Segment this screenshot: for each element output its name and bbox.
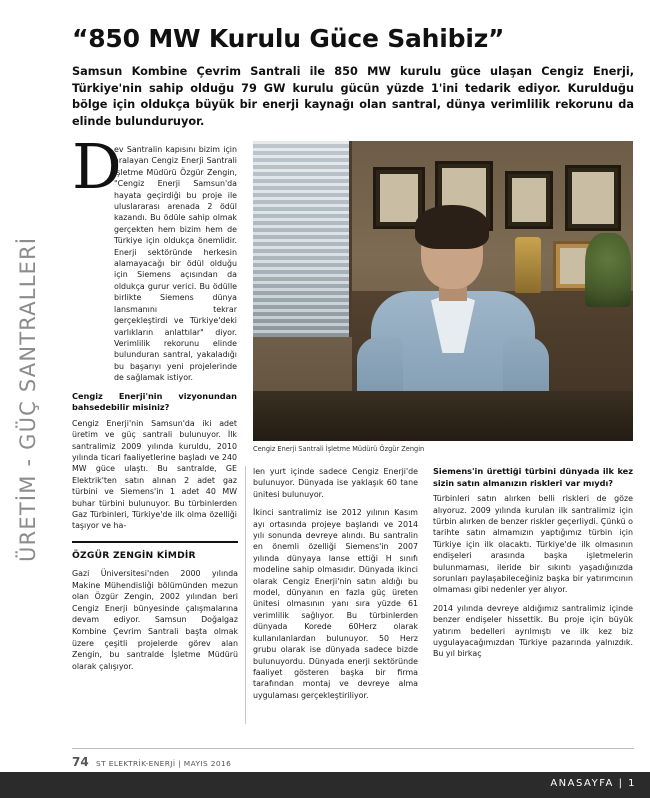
paragraph: 2014 yılında devreye aldığımız santralimiz içinde benzer endişeler hissettik. Bu proje için büyük yatırım bedelleri ayrılmıştı ve ilk kez biz uygulayacağımızdan Türkiye pazarında yalnızdık. Bu yıl birkaç	[433, 603, 633, 659]
body-column-3	[433, 466, 633, 667]
article-photo	[253, 141, 633, 441]
page-number: 74	[72, 755, 89, 769]
photo-person-hair	[415, 205, 489, 249]
drop-cap: D	[72, 130, 122, 203]
paragraph: İkinci santralimiz ise 2012 yılının Kasım ayı ortasında projeye başlandı ve 2014 yılı sonunda devreye alındı. Bu santralin en önemli özelliği Siemens'in 2007 yılında dünyaya lanse ettiği H sınıfı modeline sahip olmasıdır. Dünyada ikinci olarak Cengiz Enerji'nin satın aldığı bu model, dünyanın en fazla güç üreten ünitesi olmasının yanı sıra yüzde 61 verimlilik sağlıyor. Bu türbinlerden dünyada Korede 60Herz olarak kullanılanlardan bulunuyor. 50 Herz grubu olarak ise dünyada sadece bizde bulunuyordu. Dünyada enerji sektöründe faaliyet gösteren başka bir firma tarafından montaj ve devreye alma uygulaması gerçekleştiriliyor.	[253, 508, 418, 700]
bio-box-text: Gazi Üniversitesi'nden 2000 yılında Makine Mühendisliği bölümünden mezun olan Özgür Zengin, 2002 yılından beri Cengiz Enerji bünyesinde çalışmalarına devam ediyor. Samsun Doğalgaz Kombine Çevrim Santrali başta olmak üzere çeşitli projelerde görev alan Zengin, bu santralde İşletme Müdürü olarak çalışıyor.	[72, 569, 238, 671]
body-column-2	[253, 466, 418, 708]
publication-info: ST ELEKTRİK-ENERJİ | MAYIS 2016	[96, 759, 232, 768]
photo-plant	[585, 233, 631, 307]
standfirst: Samsun Kombine Çevrim Santrali ile 850 MW kurulu güce ulaşan Cengiz Enerji, Türkiye'nin sahip olduğu 79 GW kurulu gücün yüzde 1'ini tedarik ediyor. Kurulduğu bölge için oldukça büyük bir enerji kaynağı olan santral, dünya verimlilik rekorunu da elinde bulunduruyor.	[72, 65, 634, 128]
footer-divider	[72, 748, 634, 749]
page-title: “850 MW Kurulu Güce Sahibiz”	[72, 24, 505, 53]
photo-window-blind	[253, 141, 349, 337]
paragraph: Türbinleri satın alırken belli riskleri de göze alıyoruz. 2009 yılında kurulan ilk santralimiz için türbin alırken de benzer riskler geçerliydi. Çünkü o tarihte satın almamızın yaptığımız türbin için Türkiye için ilk olacaktı. Türkiye'de ilk olmasının endişeleri arasında başka işletmelerin bulunmaması, ileride bir sıkıntı yaşadığınızda sorunları paylaşabileceğiniz başka bir yatırımcının olmaması gibi nedenler yer alıyor.	[433, 494, 633, 595]
footer-brand-separator: |	[618, 778, 624, 789]
photo-wall-frame	[565, 165, 621, 231]
subheading: Siemens'in ürettiği türbini dünyada ilk kez sizin satın almanızın riskleri var mıydı?	[433, 466, 633, 488]
photo-caption: Cengiz Enerji Santrali İşletme Müdürü Özgür Zengin	[253, 445, 425, 453]
bio-box-title: ÖZGÜR ZENGİN KİMDİR	[72, 550, 196, 561]
section-rail	[0, 0, 58, 760]
paragraph: len yurt içinde sadece Cengiz Enerji'de bulunuyor. Dünyada ise yaklaşık 60 tane ünitesi bulunuyor.	[253, 467, 418, 499]
photo-wall-frame	[505, 171, 553, 229]
bio-box	[72, 541, 238, 672]
photo-desk	[253, 391, 633, 441]
paragraph: ev Santralin kapısını bizim için aralayan Cengiz Enerji Santrali İşletme Müdürü Özgür Zengin, "Cengiz Enerji Samsun'da hayata geçirdiği bu proje ile uluslararası arenada 2 ödül kazandı. Bu ödüle sahip olmak gerçekten hem bizim hem de Türkiye için oldukça önemlidir. Enerji sektöründe herkesin alamayacağı bir ödül olduğu için Siemens açısından da oldukça gurur verici. Bu ödülle birlikte Siemens dünya lansmanını tekrar gerçekleştirdi ve Türkiye'deki varlıkların anlattılar" diyor. Verimlilik rekorunu elinde bulunduran santral, yakaladığı bu başarıyı yeni projelerinde de sağlamak istiyor.	[114, 145, 237, 383]
footer-brand-name: ANASAYFA	[550, 778, 614, 789]
paragraph: Cengiz Enerji'nin Samsun'da iki adet üretim ve güç santrali bulunuyor. İlk santralimiz 2009 yılında kuruldu, 2010 yılında ticari faaliyetlerine başladı ve 240 MW güce ulaştı. Bu santralde, GE Elektrik'ten satın alınan 2 adet gaz türbini ve Siemens'in 1 adet 40 MW buhar türbini bulunuyor. Bu türbinlerden Gaz Türbinleri, Türkiye'de ilk olma özelliği taşıyor ve ha-	[72, 418, 237, 531]
photo-lamp	[515, 237, 541, 293]
section-rail-label: ÜRETİM - GÜÇ SANTRALLERİ	[16, 236, 40, 562]
photo-image	[253, 141, 633, 441]
body-column-1	[72, 144, 237, 539]
subheading: Cengiz Enerji'nin vizyonundan bahsedebilir misiniz?	[72, 390, 237, 413]
footer-brand[interactable]	[550, 778, 636, 789]
column-divider	[245, 466, 246, 724]
footer-brand-page: 1	[628, 778, 636, 789]
